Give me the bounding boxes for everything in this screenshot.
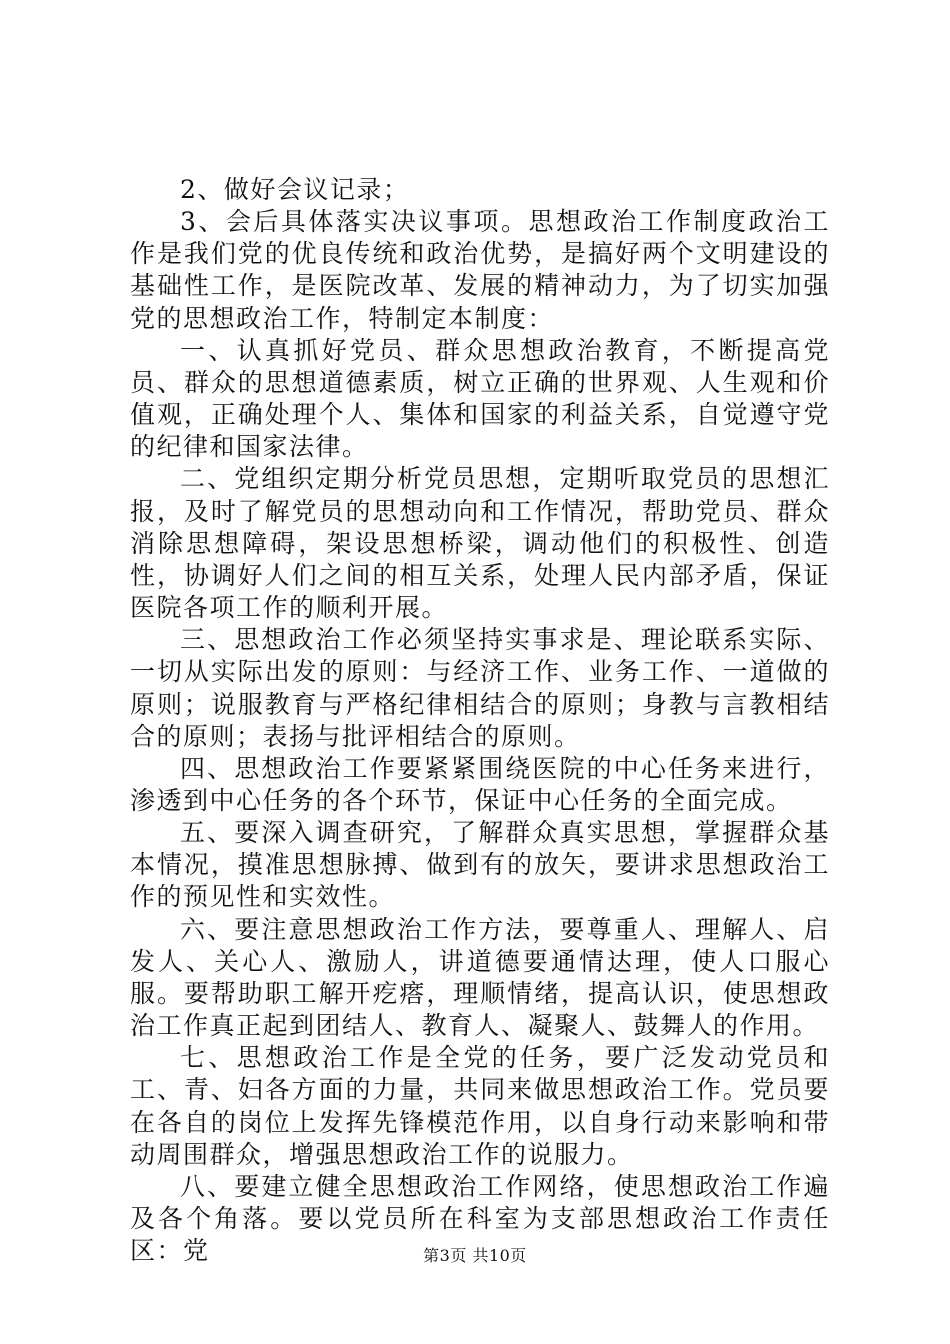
paragraph-2: 3、会后具体落实决议事项。思想政治工作制度政治工作是我们党的优良传统和政治优势，是搞好两个文明建设的基础性工作，是医院改革、发展的精神动力，为了切实加强党的思想政治工作，特制定本制度： — [130, 207, 830, 333]
paragraph-10: 八、要建立健全思想政治工作网络，使思想政治工作遍及各个角落。要以党员所在科室为支部思想政治工作责任区：党 — [130, 1171, 830, 1266]
page-footer — [0, 1246, 950, 1266]
paragraph-5: 三、思想政治工作必须坚持实事求是、理论联系实际、一切从实际出发的原则：与经济工作、业务工作、一道做的原则；说服教育与严格纪律相结合的原则；身教与言教相结合的原则；表扬与批评相结合的原则。 — [130, 625, 830, 751]
paragraph-6: 四、思想政治工作要紧紧围绕医院的中心任务来进行，渗透到中心任务的各个环节，保证中心任务的全面完成。 — [130, 753, 830, 815]
paragraph-3: 一、认真抓好党员、群众思想政治教育，不断提高党员、群众的思想道德素质，树立正确的世界观、人生观和价值观，正确处理个人、集体和国家的利益关系，自觉遵守党的纪律和国家法律。 — [130, 335, 830, 462]
paragraph-7: 五、要深入调查研究，了解群众真实思想，掌握群众基本情况，摸准思想脉搏、做到有的放矢，要讲求思想政治工作的预见性和实效性。 — [130, 818, 830, 912]
paragraph-4: 二、党组织定期分析党员思想，定期听取党员的思想汇报，及时了解党员的思想动向和工作情况，帮助党员、群众消除思想障碍，架设思想桥梁，调动他们的积极性、创造性，协调好人们之间的相互关系，处理人民内部矛盾，保证医院各项工作的顺利开展。 — [130, 464, 830, 623]
paragraph-9: 七、思想政治工作是全党的任务，要广泛发动党员和工、青、妇各方面的力量，共同来做思想政治工作。党员要在各自的岗位上发挥先锋模范作用，以自身行动来影响和带动周围群众，增强思想政治工作的说服力。 — [130, 1043, 830, 1169]
paragraph-8: 六、要注意思想政治工作方法，要尊重人、理解人、启发人、关心人、激励人，讲道德要通情达理，使人口服心服。要帮助职工解开疙瘩，理顺情绪，提高认识，使思想政治工作真正起到团结人、教育人、凝聚人、鼓舞人的作用。 — [130, 914, 830, 1041]
paragraph-1: 2、做好会议记录； — [180, 175, 410, 204]
page-number-label: 第3页 共10页 — [423, 1246, 527, 1265]
document-body — [130, 174, 830, 1267]
